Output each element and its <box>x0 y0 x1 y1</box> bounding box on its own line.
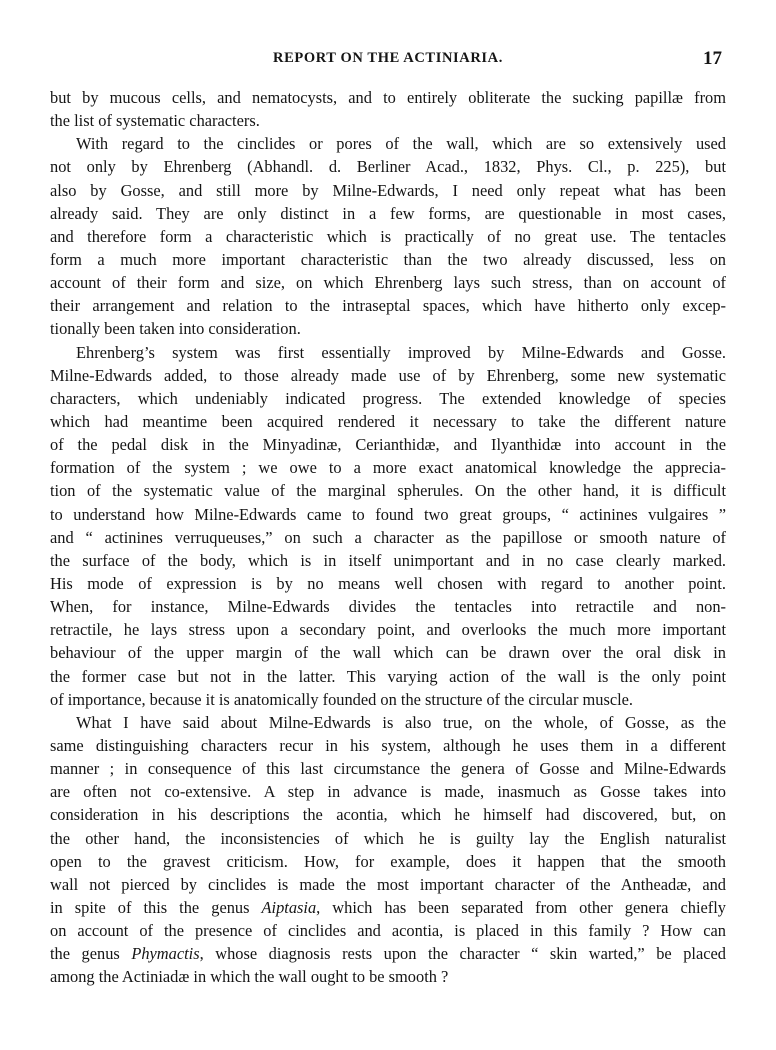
text-line: not only by Ehrenberg (Abhandl. d. Berliner Acad., 1832, Phys. Cl., p. 225), but <box>50 157 726 177</box>
text-line: form a much more important characteristic than the two already discussed, less on <box>50 249 726 269</box>
text-line: of the pedal disk in the Minyadinæ, Cerianthidæ, and Ilyanthidæ into account in the <box>50 435 726 455</box>
text-line: manner ; in consequence of this last circumstance the genera of Gosse and Milne-Edwards <box>50 759 726 779</box>
paragraph-ehrenberg-system <box>50 341 726 711</box>
paragraph-continued <box>50 86 726 132</box>
text-line: but by mucous cells, and nematocysts, and to entirely obliterate the sucking papillæ from <box>50 88 726 107</box>
text-line: What I have said about Milne-Edwards is also true, on the whole, of Gosse, as the <box>76 712 726 732</box>
text-line: Milne-Edwards added, to those already made use of by Ehrenberg, some new systematic <box>50 365 726 385</box>
text-line: on account of the presence of cinclides and acontia, is placed in this family ? How can <box>50 921 726 941</box>
text-line: already said. They are only distinct in a few forms, are questionable in most cases, <box>50 203 726 223</box>
text-line: the former case but not in the latter. This varying action of the wall is the only point <box>50 666 726 686</box>
page-number: 17 <box>703 48 722 69</box>
text-line: Ehrenberg’s system was first essentially improved by Milne-Edwards and Gosse. <box>76 342 726 362</box>
paragraph-cinclides <box>50 132 726 340</box>
text-line: formation of the system ; we owe to a more exact anatomical knowledge the apprecia- <box>50 458 726 478</box>
text-line: the surface of the body, which is in itself unimportant and in no case clearly marked. <box>50 550 726 570</box>
text-line: the list of systematic characters. <box>50 111 260 131</box>
text-line: open to the gravest criticism. How, for example, does it happen that the smooth <box>50 851 726 871</box>
text-line: wall not pierced by cinclides is made the most important character of the Antheadæ, and <box>50 874 726 894</box>
text-line: With regard to the cinclides or pores of the wall, which are so extensively used <box>76 134 726 154</box>
text-line: among the Actiniadæ in which the wall ought to be smooth ? <box>50 967 449 987</box>
text-line: their arrangement and relation to the intraseptal spaces, which have hitherto only excep- <box>50 296 726 316</box>
text-line: are often not co-extensive. A step in advance is made, inasmuch as Gosse takes into <box>50 782 726 802</box>
running-title: REPORT ON THE ACTINIARIA. <box>273 50 503 66</box>
body-text <box>50 86 726 988</box>
text-line: the genus Phymactis, whose diagnosis rests upon the character “ skin warted,” be placed <box>50 944 726 964</box>
text-line: which had meantime been acquired rendered it necessary to take the different nature <box>50 411 726 431</box>
paragraph-gosse <box>50 711 726 989</box>
text-line: the other hand, the inconsistencies of which he is guilty lay the English naturalist <box>50 828 726 848</box>
text-line: retractile, he lays stress upon a secondary point, and overlooks the much more important <box>50 620 726 640</box>
text-line: and therefore form a characteristic which is practically of no great use. The tentacles <box>50 226 726 246</box>
text-line: tion of the systematic value of the marginal spherules. On the other hand, it is difficult <box>50 481 726 501</box>
text-line: characters, which undeniably indicated progress. The extended knowledge of species <box>50 388 726 408</box>
text-line: tionally been taken into consideration. <box>50 319 301 339</box>
page <box>50 0 726 1050</box>
genus-name: Aiptasia <box>261 897 317 917</box>
text-line: His mode of expression is by no means well chosen with regard to another point. <box>50 573 726 593</box>
text-line: and “ actinines verruqueuses,” on such a character as the papillose or smooth nature of <box>50 527 726 547</box>
text-line: behaviour of the upper margin of the wall which can be drawn over the oral disk in <box>50 643 726 663</box>
text-line: same distinguishing characters recur in his system, although he uses them in a different <box>50 735 726 755</box>
text-line: When, for instance, Milne-Edwards divides the tentacles into retractile and non- <box>50 597 726 617</box>
running-head <box>50 50 726 72</box>
genus-name: Phymactis <box>131 944 200 964</box>
text-line: consideration in his descriptions the acontia, which he himself had discovered, but, on <box>50 805 726 825</box>
text-line: to understand how Milne-Edwards came to found two great groups, “ actinines vulgaires ” <box>50 504 726 524</box>
text-line: also by Gosse, and still more by Milne-Edwards, I need only repeat what has been <box>50 180 726 200</box>
text-line: of importance, because it is anatomically founded on the structure of the circular muscle. <box>50 689 634 709</box>
text-line: in spite of this the genus Aiptasia, which has been separated from other genera chiefly <box>50 897 727 917</box>
text-line: account of their form and size, on which Ehrenberg lays such stress, than on account of <box>50 273 726 293</box>
